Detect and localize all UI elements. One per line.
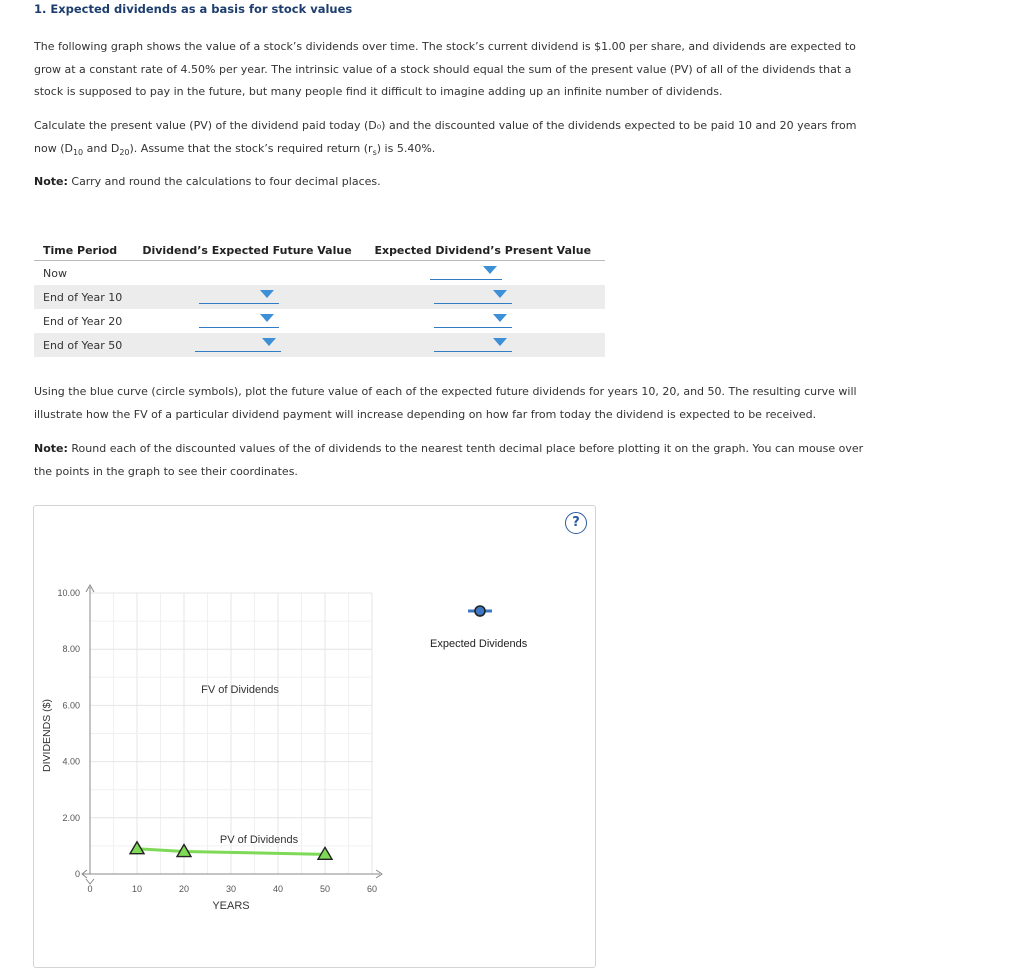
chevron-down-icon	[493, 290, 507, 298]
rounding-note: Note: Carry and round the calculations to four decimal places.	[34, 175, 381, 188]
intro-paragraph: The following graph shows the value of a stock’s dividends over time. The stock’s current dividend is $1.00 per share, and dividends are expected to grow at a constant rate of 4.50% per year. The intrinsic value of a stock should equal the sum of the present value (PV) of all of the dividends that a stock is supposed to pay in the future, but many people find it difficult to imagine adding up an infinite number of dividends.	[34, 40, 856, 98]
pv-year50-dropdown[interactable]	[434, 335, 512, 352]
y-tick-label: 0	[74, 869, 80, 879]
table-row	[34, 261, 605, 286]
period-cell: End of Year 20	[43, 314, 123, 328]
fv-year50-dropdown[interactable]	[195, 335, 281, 352]
graph-panel	[33, 505, 596, 968]
y-tick-label: 2.00	[62, 812, 80, 823]
col-header-future-value: Dividend’s Expected Future Value	[133, 240, 365, 261]
pv-now-dropdown[interactable]	[430, 263, 502, 280]
fv-year20-dropdown[interactable]	[199, 311, 279, 328]
y-axis-title: DIVIDENDS ($)	[41, 699, 53, 772]
plot-note: Note: Round each of the discounted values of the of dividends to the nearest tenth decimal place before plotting it on the graph. You can mouse over the points in the graph to see their coordinates.	[34, 442, 864, 478]
table-row	[34, 333, 605, 357]
table-row	[34, 285, 605, 309]
chevron-down-icon	[260, 290, 274, 298]
question-title: 1. Expected dividends as a basis for stock values	[34, 2, 353, 16]
x-tick-label: 10	[131, 884, 143, 894]
pv-year10-dropdown[interactable]	[434, 287, 512, 304]
pv-year20-dropdown[interactable]	[434, 311, 512, 328]
chevron-down-icon	[493, 338, 507, 346]
chevron-down-icon	[262, 338, 276, 346]
x-tick-label: 40	[272, 884, 284, 894]
y-tick-label: 8.00	[62, 644, 80, 655]
x-tick-label: 20	[178, 884, 190, 894]
table-row	[34, 309, 605, 333]
period-cell: End of Year 50	[34, 333, 133, 357]
col-header-present-value: Expected Dividend’s Present Value	[365, 240, 605, 261]
x-tick-label: 60	[366, 884, 378, 894]
col-header-time-period: Time Period	[34, 240, 133, 261]
legend-label: Expected Dividends	[430, 638, 528, 650]
pv-curve-label: PV of Dividends	[219, 834, 299, 846]
x-tick-label: 50	[319, 884, 331, 894]
dividends-chart	[34, 506, 593, 965]
period-cell: End of Year 10	[34, 285, 133, 309]
chevron-down-icon	[483, 266, 497, 274]
chevron-down-icon	[260, 314, 274, 322]
help-icon[interactable]: ?	[565, 512, 587, 534]
y-tick-label: 6.00	[62, 700, 80, 711]
x-axis-left-arrow	[82, 870, 90, 878]
x-tick-label: 0	[87, 884, 93, 894]
legend-circle-marker	[475, 606, 485, 616]
calc-paragraph: Calculate the present value (PV) of the dividend paid today (D₀) and the discounted value of the dividends expected to be paid 10 and 20 years from now ($D_{10}$ and $D_{20}$). Assume that the stock’s required return $(r_s)$ is 5.40%.	[34, 119, 857, 157]
x-tick-label: 30	[225, 884, 237, 894]
x-axis-title: YEARS	[212, 900, 250, 912]
period-cell: Now	[43, 266, 67, 280]
plot-instructions: Using the blue curve (circle symbols), plot the future value of each of the expected future dividends for years 10, 20, and 50. The resulting curve will illustrate how the FV of a particular dividend payment will increase depending on how far from today the dividend is expected to be received.	[34, 385, 857, 421]
chevron-down-icon	[493, 314, 507, 322]
fv-year10-dropdown[interactable]	[199, 287, 279, 304]
dividend-table	[34, 240, 605, 357]
y-tick-label: 4.00	[62, 756, 80, 767]
fv-curve-label: FV of Dividends	[201, 684, 279, 696]
y-tick-label: 10.00	[57, 588, 80, 598]
